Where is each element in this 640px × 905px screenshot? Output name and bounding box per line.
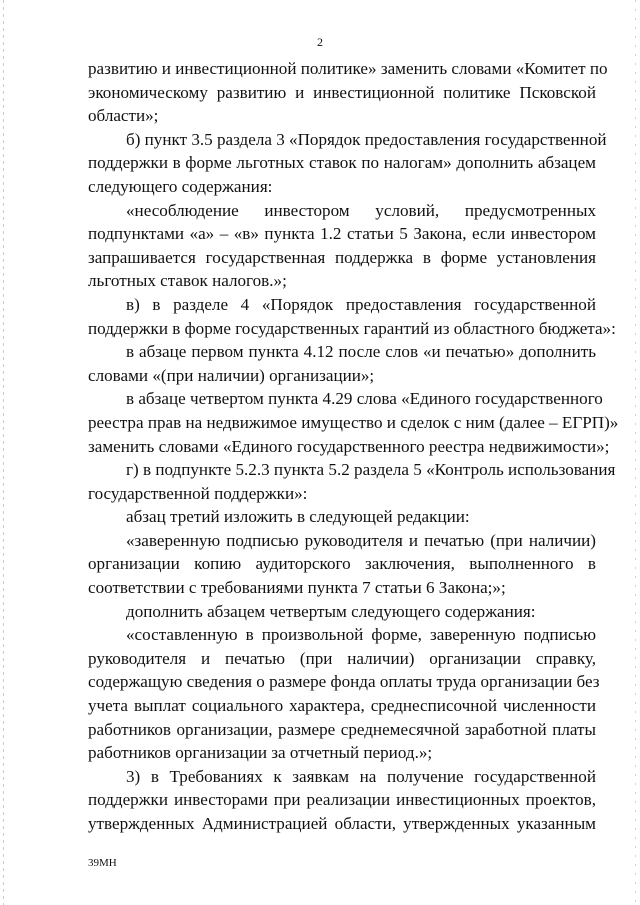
paragraph — [88, 199, 596, 293]
text-line: организации копию аудиторского заключения, выполненного в — [88, 554, 596, 574]
text-line: льготных ставок налогов.»; — [88, 271, 287, 291]
text-line: г) в подпункте 5.2.3 пункта 5.2 раздела 5 «Контроль использования — [126, 460, 616, 480]
scan-edge-right — [635, 0, 636, 905]
text-line: утвержденных Администрацией области, утвержденных указанным — [88, 814, 596, 833]
text-line: «заверенную подписью руководителя и печатью (при наличии) — [126, 530, 596, 550]
text-line: в абзаце четвертом пункта 4.29 слова «Единого государственного — [126, 389, 603, 409]
text-line: поддержки инвесторами при реализации инвестиционных проектов, — [88, 790, 596, 810]
text-line: реестра прав на недвижимое имущество и сделок с ним (далее – ЕГРП)» — [88, 412, 619, 432]
paragraph — [88, 387, 619, 458]
paragraph — [88, 128, 607, 199]
paragraph — [88, 505, 596, 529]
text-line: в абзаце первом пункта 4.12 после слов «и печатью» дополнить — [126, 342, 596, 362]
text-line: в) в разделе 4 «Порядок предоставления государственной — [126, 294, 596, 314]
text-line: б) пункт 3.5 раздела 3 «Порядок предоставления государственной — [126, 129, 607, 149]
text-line: развитию и инвестиционной политике» заменить словами «Комитет по — [88, 59, 608, 78]
text-line: поддержки в форме государственных гарантий из областного бюджета»: — [88, 318, 616, 338]
text-line: «несоблюдение инвестором условий, предусмотренных — [126, 200, 596, 220]
text-line: экономическому развитию и инвестиционной политике Псковской — [88, 82, 596, 102]
text-line: следующего содержания: — [88, 176, 273, 196]
text-line: словами «(при наличии) организации»; — [88, 365, 375, 385]
document-body — [88, 57, 619, 836]
text-line: дополнить абзацем четвертым следующего содержания: — [126, 601, 536, 621]
paragraph — [88, 340, 596, 387]
paragraph — [88, 623, 600, 765]
text-line: области»; — [88, 106, 159, 126]
text-line: поддержки в форме льготных ставок по налогам» дополнить абзацем — [88, 153, 596, 173]
text-line: работников организации, размере среднемесячной заработной платы — [88, 719, 596, 739]
paragraph — [88, 57, 608, 128]
paragraph — [88, 600, 596, 624]
text-line: работников организации за отчетный период.»; — [88, 743, 433, 763]
text-line: руководителя и печатью (при наличии) организации справку, — [88, 648, 596, 668]
text-line: запрашивается государственная поддержка в форме установления — [88, 247, 596, 267]
text-line: 3) в Требованиях к заявкам на получение государственной — [126, 766, 596, 786]
text-line: заменить словами «Единого государственного реестра недвижимости»; — [88, 436, 610, 456]
text-line: учета выплат социального характера, среднесписочной численности — [88, 696, 596, 716]
paragraph — [88, 458, 616, 505]
footer-document-code: 39МН — [88, 857, 117, 869]
text-line: абзац третий изложить в следующей редакции: — [126, 507, 470, 527]
text-line: соответствии с требованиями пункта 7 статьи 6 Закона;»; — [88, 578, 506, 598]
paragraph — [88, 529, 596, 600]
page-number: 2 — [317, 35, 323, 49]
text-line: государственной поддержки»: — [88, 483, 308, 503]
paragraph — [88, 765, 596, 836]
scan-edge-left — [3, 0, 4, 905]
text-line: «составленную в произвольной форме, заверенную подписью — [126, 625, 596, 645]
paragraph — [88, 293, 616, 340]
text-line: подпунктами «а» – «в» пункта 1.2 статьи 5 Закона, если инвестором — [88, 224, 596, 244]
text-line: содержащую сведения о размере фонда оплаты труда организации без — [88, 672, 600, 692]
